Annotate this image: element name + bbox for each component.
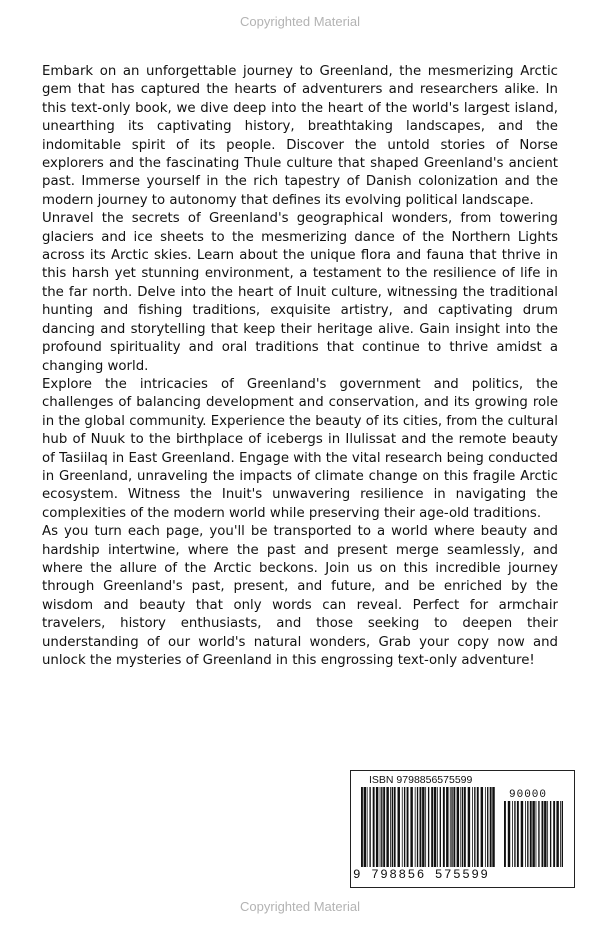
back-cover-description <box>42 63 558 670</box>
addon-barcode-bars-icon <box>504 801 564 867</box>
watermark-bottom: Copyrighted Material <box>240 899 360 914</box>
description-paragraph-4: As you turn each page, you'll be transported to a world where beauty and hardship intertwine, where the past and present merge seamlessly, and where the allure of the Arctic beckons. Join us on this incredible journey through Greenland's past, present, and future, and be enriched by the wisdom and beauty that only words can reveal. Perfect for armchair travelers, history enthusiasts, and those seeking to deepen their understanding of our world's natural wonders, Grab your copy now and unlock the mysteries of Greenland in this engrossing text-only adventure! <box>42 524 558 668</box>
description-paragraph-2: Unravel the secrets of Greenland's geographical wonders, from towering glaciers and ice sheets to the mesmerizing dance of the Northern Lights across its Arctic skies. Learn about the unique flora and fauna that thrive in this harsh yet stunning environment, a testament to the resilience of life in the far north. Delve into the heart of Inuit culture, witnessing the traditional hunting and fishing traditions, exquisite artistry, and captivating drum dancing and storytelling that keep their heritage alive. Gain insight into the profound spirituality and oral traditions that continue to thrive amidst a changing world. <box>42 211 558 374</box>
addon-price-code: 90000 <box>509 789 548 801</box>
description-paragraph-1: Embark on an unforgettable journey to Greenland, the mesmerizing Arctic gem that has captured the hearts of adventurers and researchers alike. In this text-only book, we dive deep into the heart of the world's largest island, unearthing its captivating history, breathtaking landscapes, and the indomitable spirit of its people. Discover the untold stories of Norse explorers and the fascinating Thule culture that shaped Greenland's ancient past. Immerse yourself in the rich tapestry of Danish colonization and the modern journey to autonomy that defines its evolving political landscape. <box>42 64 558 208</box>
isbn-barcode <box>350 770 575 888</box>
watermark-top: Copyrighted Material <box>240 14 360 29</box>
description-paragraph-3: Explore the intricacies of Greenland's government and politics, the challenges of balancing development and conservation, and its growing role in the global community. Experience the beauty of its cities, from the cultural hub of Nuuk to the birthplace of icebergs in Ilulissat and the remote beauty of Tasiilaq in East Greenland. Engage with the vital research being conducted in Greenland, unraveling the impacts of climate change on this fragile Arctic ecosystem. Witness the Inuit's unwavering resilience in navigating the complexities of the modern world while preserving their age-old traditions. <box>42 376 558 521</box>
barcode-bars-icon <box>361 787 496 867</box>
ean-number: 9 798856 575599 <box>353 868 490 882</box>
isbn-label: ISBN 9798856575599 <box>369 774 473 786</box>
